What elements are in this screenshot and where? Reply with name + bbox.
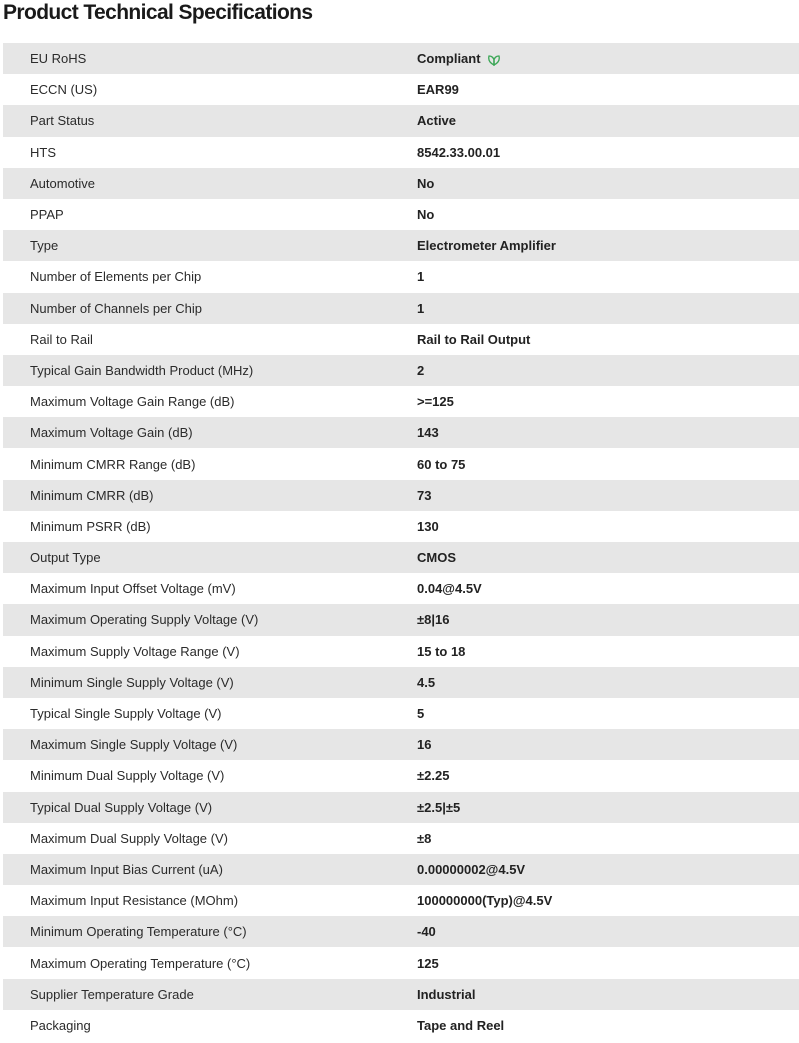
spec-row [3,698,799,729]
spec-value: 130 [417,511,799,542]
spec-label: Typical Single Supply Voltage (V) [3,698,417,729]
spec-row [3,916,799,947]
spec-value: 143 [417,417,799,448]
spec-value: 60 to 75 [417,448,799,479]
spec-row [3,885,799,916]
spec-row [3,542,799,573]
spec-row [3,386,799,417]
spec-row [3,760,799,791]
spec-value: 2 [417,355,799,386]
spec-label: Maximum Operating Temperature (°C) [3,947,417,978]
spec-label: Minimum Dual Supply Voltage (V) [3,760,417,791]
spec-label: Minimum CMRR Range (dB) [3,448,417,479]
spec-row [3,448,799,479]
spec-value: 0.00000002@4.5V [417,854,799,885]
spec-row [3,355,799,386]
page-title: Product Technical Specifications [3,1,313,24]
spec-row [3,823,799,854]
spec-label: Maximum Voltage Gain (dB) [3,417,417,448]
spec-label: Output Type [3,542,417,573]
spec-value: 4.5 [417,667,799,698]
spec-row [3,979,799,1010]
spec-value: 0.04@4.5V [417,573,799,604]
spec-value: No [417,199,799,230]
spec-value: ±2.5|±5 [417,792,799,823]
spec-value: 16 [417,729,799,760]
spec-label: Type [3,230,417,261]
spec-label: Packaging [3,1010,417,1041]
spec-value: 5 [417,698,799,729]
spec-value: 1 [417,261,799,292]
leaf-icon [487,54,501,66]
spec-label: Minimum Single Supply Voltage (V) [3,667,417,698]
spec-label: Maximum Input Offset Voltage (mV) [3,573,417,604]
spec-label: Minimum CMRR (dB) [3,480,417,511]
spec-row [3,261,799,292]
spec-value: 15 to 18 [417,636,799,667]
spec-label: Rail to Rail [3,324,417,355]
spec-value: Industrial [417,979,799,1010]
spec-value: ±2.25 [417,760,799,791]
spec-row [3,43,799,74]
spec-row [3,729,799,760]
spec-value: No [417,168,799,199]
spec-value: >=125 [417,386,799,417]
spec-label: Typical Dual Supply Voltage (V) [3,792,417,823]
spec-row [3,324,799,355]
spec-value: 125 [417,947,799,978]
spec-value: 73 [417,480,799,511]
spec-label: HTS [3,137,417,168]
spec-label: Number of Channels per Chip [3,293,417,324]
spec-row [3,792,799,823]
spec-row [3,511,799,542]
spec-row [3,199,799,230]
spec-value: CMOS [417,542,799,573]
spec-row [3,74,799,105]
spec-label: Automotive [3,168,417,199]
spec-row [3,1010,799,1041]
spec-label: Number of Elements per Chip [3,261,417,292]
spec-label: EU RoHS [3,43,417,74]
spec-label: PPAP [3,199,417,230]
spec-label: Minimum Operating Temperature (°C) [3,916,417,947]
spec-label: ECCN (US) [3,74,417,105]
spec-label: Typical Gain Bandwidth Product (MHz) [3,355,417,386]
spec-row [3,105,799,136]
spec-row [3,293,799,324]
spec-table-body [3,43,799,1041]
spec-row [3,636,799,667]
spec-value: 1 [417,293,799,324]
spec-label: Maximum Operating Supply Voltage (V) [3,604,417,635]
spec-value-cell [417,43,799,74]
spec-row [3,604,799,635]
spec-row [3,480,799,511]
spec-value: 100000000(Typ)@4.5V [417,885,799,916]
spec-row [3,854,799,885]
spec-value: Compliant [417,51,481,67]
spec-label: Maximum Single Supply Voltage (V) [3,729,417,760]
spec-row [3,137,799,168]
spec-value: Rail to Rail Output [417,324,799,355]
spec-row [3,417,799,448]
spec-label: Part Status [3,105,417,136]
spec-value: Electrometer Amplifier [417,230,799,261]
spec-value: -40 [417,916,799,947]
spec-label: Maximum Dual Supply Voltage (V) [3,823,417,854]
spec-label: Minimum PSRR (dB) [3,511,417,542]
spec-value: EAR99 [417,74,799,105]
spec-value: ±8|16 [417,604,799,635]
spec-value: 8542.33.00.01 [417,137,799,168]
spec-row [3,947,799,978]
spec-value: Tape and Reel [417,1010,799,1041]
spec-row [3,168,799,199]
spec-value: ±8 [417,823,799,854]
spec-label: Maximum Input Resistance (MOhm) [3,885,417,916]
spec-value: Active [417,105,799,136]
spec-label: Maximum Voltage Gain Range (dB) [3,386,417,417]
spec-row [3,573,799,604]
spec-table [3,43,799,1041]
spec-row [3,230,799,261]
spec-label: Supplier Temperature Grade [3,979,417,1010]
spec-label: Maximum Supply Voltage Range (V) [3,636,417,667]
spec-row [3,667,799,698]
spec-label: Maximum Input Bias Current (uA) [3,854,417,885]
